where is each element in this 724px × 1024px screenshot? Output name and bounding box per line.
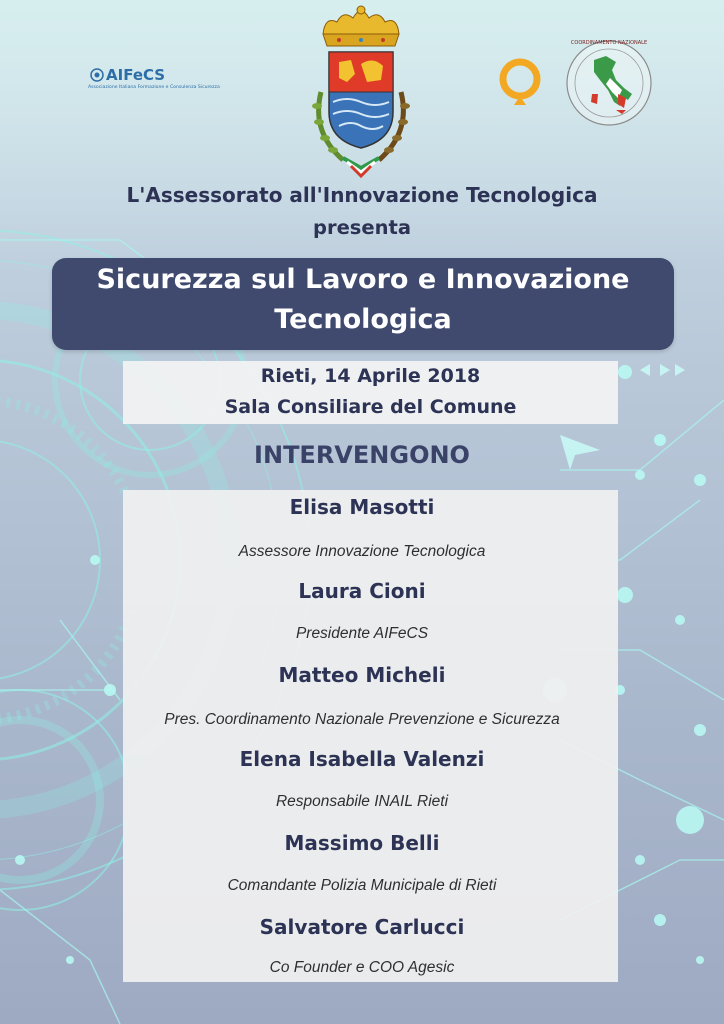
speaker-role: Comandante Polizia Municipale di Rieti (227, 877, 497, 894)
speaker-role: Presidente AIFeCS (295, 625, 429, 642)
italy-logo-ring-text: COORDINAMENTO NAZIONALE (570, 40, 648, 46)
orange-q-logo-icon (494, 55, 546, 107)
city-crest-icon (303, 2, 419, 180)
speaker-name: Salvatore Carlucci (259, 915, 465, 939)
speakers-heading: INTERVENGONO (254, 441, 470, 469)
speaker-name: Massimo Belli (284, 831, 440, 855)
speaker-name: Matteo Micheli (278, 663, 446, 687)
event-title-line2: Tecnologica (274, 304, 452, 335)
italy-map-logo-icon (564, 38, 654, 128)
aifecs-logo (88, 66, 220, 98)
speakers-panel (123, 490, 618, 982)
aifecs-logo-name: AIFeCS (106, 66, 166, 84)
event-date: Rieti, 14 Aprile 2018 (260, 365, 481, 387)
presenter-verb: presenta (313, 216, 411, 239)
event-venue: Sala Consiliare del Comune (224, 396, 517, 418)
event-title-line1: Sicurezza sul Lavoro e Innovazione (96, 264, 630, 295)
speaker-name: Laura Cioni (298, 579, 426, 603)
italy-map-logo (564, 38, 654, 128)
speaker-role: Pres. Coordinamento Nazionale Prevenzione e Sicurezza (164, 711, 560, 728)
presenter-line: L'Assessorato all'Innovazione Tecnologica (126, 183, 598, 207)
speaker-name: Elena Isabella Valenzi (239, 747, 485, 771)
speaker-role: Assessore Innovazione Tecnologica (238, 543, 486, 560)
date-venue-box (123, 361, 618, 424)
speaker-role: Co Founder e COO Agesic (269, 959, 455, 976)
aifecs-mark-icon (90, 68, 104, 82)
speaker-role: Responsabile INAIL Rieti (275, 793, 449, 810)
event-title-banner (52, 258, 674, 350)
speaker-name: Elisa Masotti (289, 495, 435, 519)
aifecs-logo-tagline: Associazione Italiana Formazione e Consulenza Sicurezza (88, 85, 220, 90)
